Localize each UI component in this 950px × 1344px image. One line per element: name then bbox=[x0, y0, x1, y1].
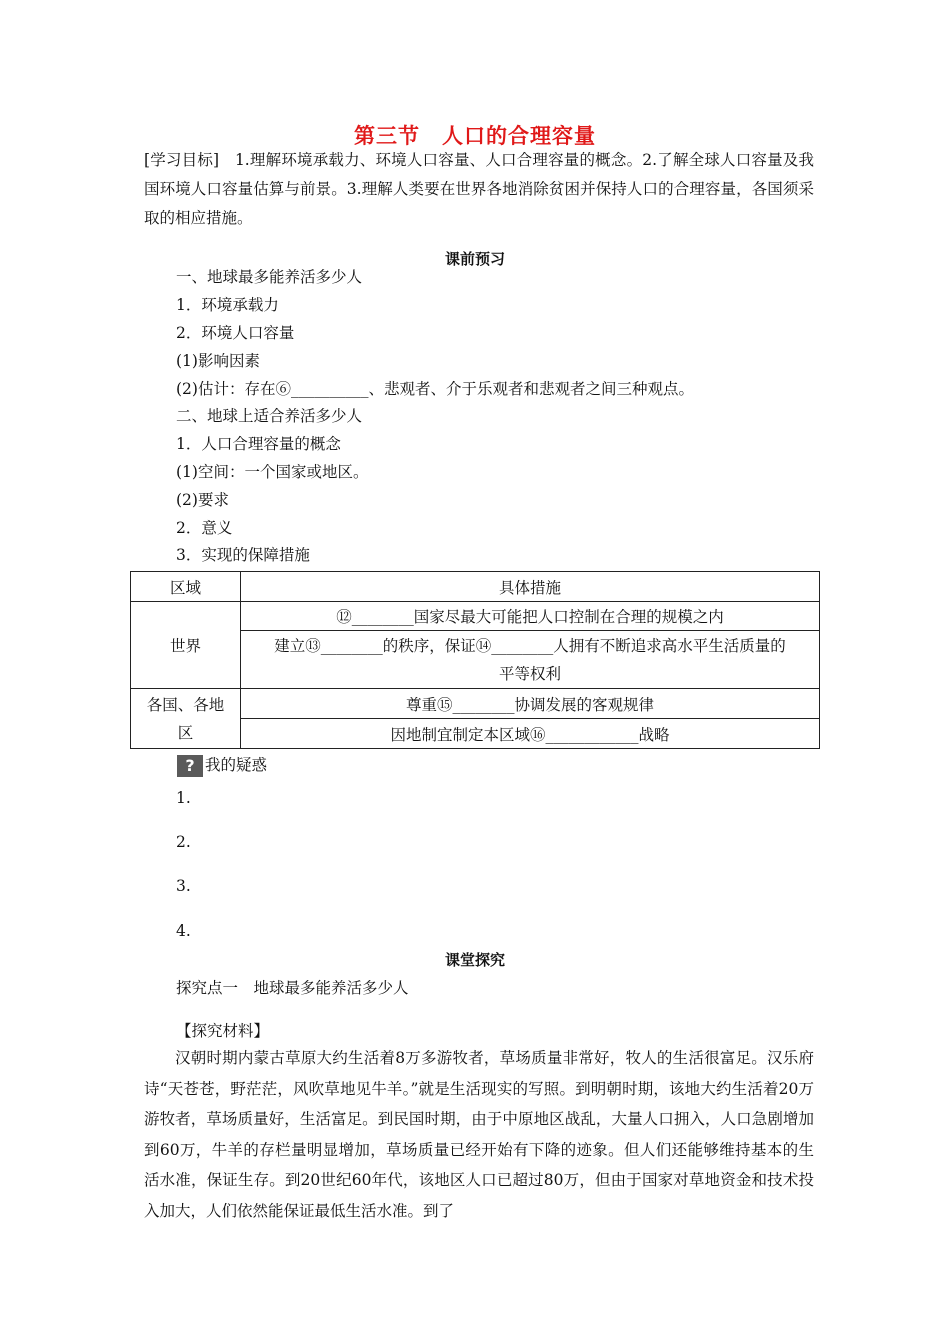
page-title: 第三节 人口的合理容量 bbox=[354, 124, 596, 148]
doubt-item-2: 2. bbox=[176, 833, 191, 851]
preview-line-3: 2．环境人口容量 bbox=[176, 324, 295, 342]
table-cell-local-measure-2: 因地制宜制定本区域⑯____________战略 bbox=[241, 719, 820, 749]
table-header-region: 区域 bbox=[131, 572, 241, 602]
question-mark-icon: ? bbox=[177, 755, 203, 777]
local-label-line-2: 区 bbox=[177, 723, 194, 742]
preview-line-5: (2)估计：存在⑥__________、悲观者、介于乐观者和悲观者之间三种观点。 bbox=[176, 380, 694, 398]
measures-table bbox=[130, 571, 820, 749]
preview-line-4: (1)影响因素 bbox=[176, 352, 260, 370]
table-header-measures: 具体措施 bbox=[241, 572, 820, 602]
local-label-line-1: 各国、各地 bbox=[146, 695, 225, 714]
preview-line-1: 一、地球最多能养活多少人 bbox=[176, 268, 363, 286]
preview-line-2: 1．环境承载力 bbox=[176, 296, 279, 314]
doubts-label: 我的疑惑 bbox=[205, 756, 268, 774]
table-cell-local bbox=[131, 689, 241, 749]
material-text: 汉朝时期内蒙古草原大约生活着8万多游牧者，草场质量非常好，牧人的生活很富足。汉乐府诗“天苍苍，野茫茫，风吹草地见牛羊。”就是生活现实的写照。到明朝时期，该地大约生活着20万游牧者，草场质量好，生活富足。到民国时期，由于中原地区战乱，大量人口拥入，人口急剧增加到60万，牛羊的存栏量明显增加，草场质量已经开始有下降的迹象。但人们还能够维持基本的生活水准，保证生存。到20世纪60年代，该地区人口已超过80万，但由于国家对草地资金和技术投入加大，人们依然能保证最低生活水准。到了 bbox=[144, 1049, 814, 1220]
world-measure-2-line-2: 平等权利 bbox=[498, 664, 561, 683]
preview-heading: 课前预习 bbox=[444, 250, 505, 268]
preview-line-10: 2．意义 bbox=[176, 519, 233, 537]
doubt-item-3: 3. bbox=[176, 877, 191, 895]
doubt-item-1: 1. bbox=[176, 789, 191, 807]
preview-line-9: (2)要求 bbox=[176, 491, 229, 509]
inquiry-heading: 课堂探究 bbox=[444, 951, 505, 969]
preview-line-8: (1)空间：一个国家或地区。 bbox=[176, 463, 369, 481]
table-cell-world-measure-2 bbox=[241, 631, 820, 689]
learning-objectives: [学习目标] 1.理解环境承载力、环境人口容量、人口合理容量的概念。2.了解全球人口容量及我国环境人口容量估算与前景。3.理解人类要在世界各地消除贫困并保持人口的合理容量，各国须采取的相应措施。 bbox=[144, 151, 814, 227]
preview-line-11: 3．实现的保障措施 bbox=[176, 546, 310, 564]
inquiry-point: 探究点一 地球最多能养活多少人 bbox=[176, 979, 409, 997]
preview-line-7: 1．人口合理容量的概念 bbox=[176, 435, 341, 453]
doubts-heading bbox=[177, 753, 267, 777]
table-cell-local-measure-1: 尊重⑮________协调发展的客观规律 bbox=[241, 689, 820, 719]
table-cell-world: 世界 bbox=[131, 602, 241, 689]
table-cell-world-measure-1: ⑫________国家尽最大可能把人口控制在合理的规模之内 bbox=[241, 602, 820, 631]
world-measure-2-line-1: 建立⑬________的秩序，保证⑭________人拥有不断追求高水平生活质量的 bbox=[274, 636, 786, 655]
doubt-item-4: 4. bbox=[176, 922, 191, 940]
material-label: 【探究材料】 bbox=[176, 1022, 270, 1040]
preview-line-6: 二、地球上适合养活多少人 bbox=[176, 407, 363, 425]
